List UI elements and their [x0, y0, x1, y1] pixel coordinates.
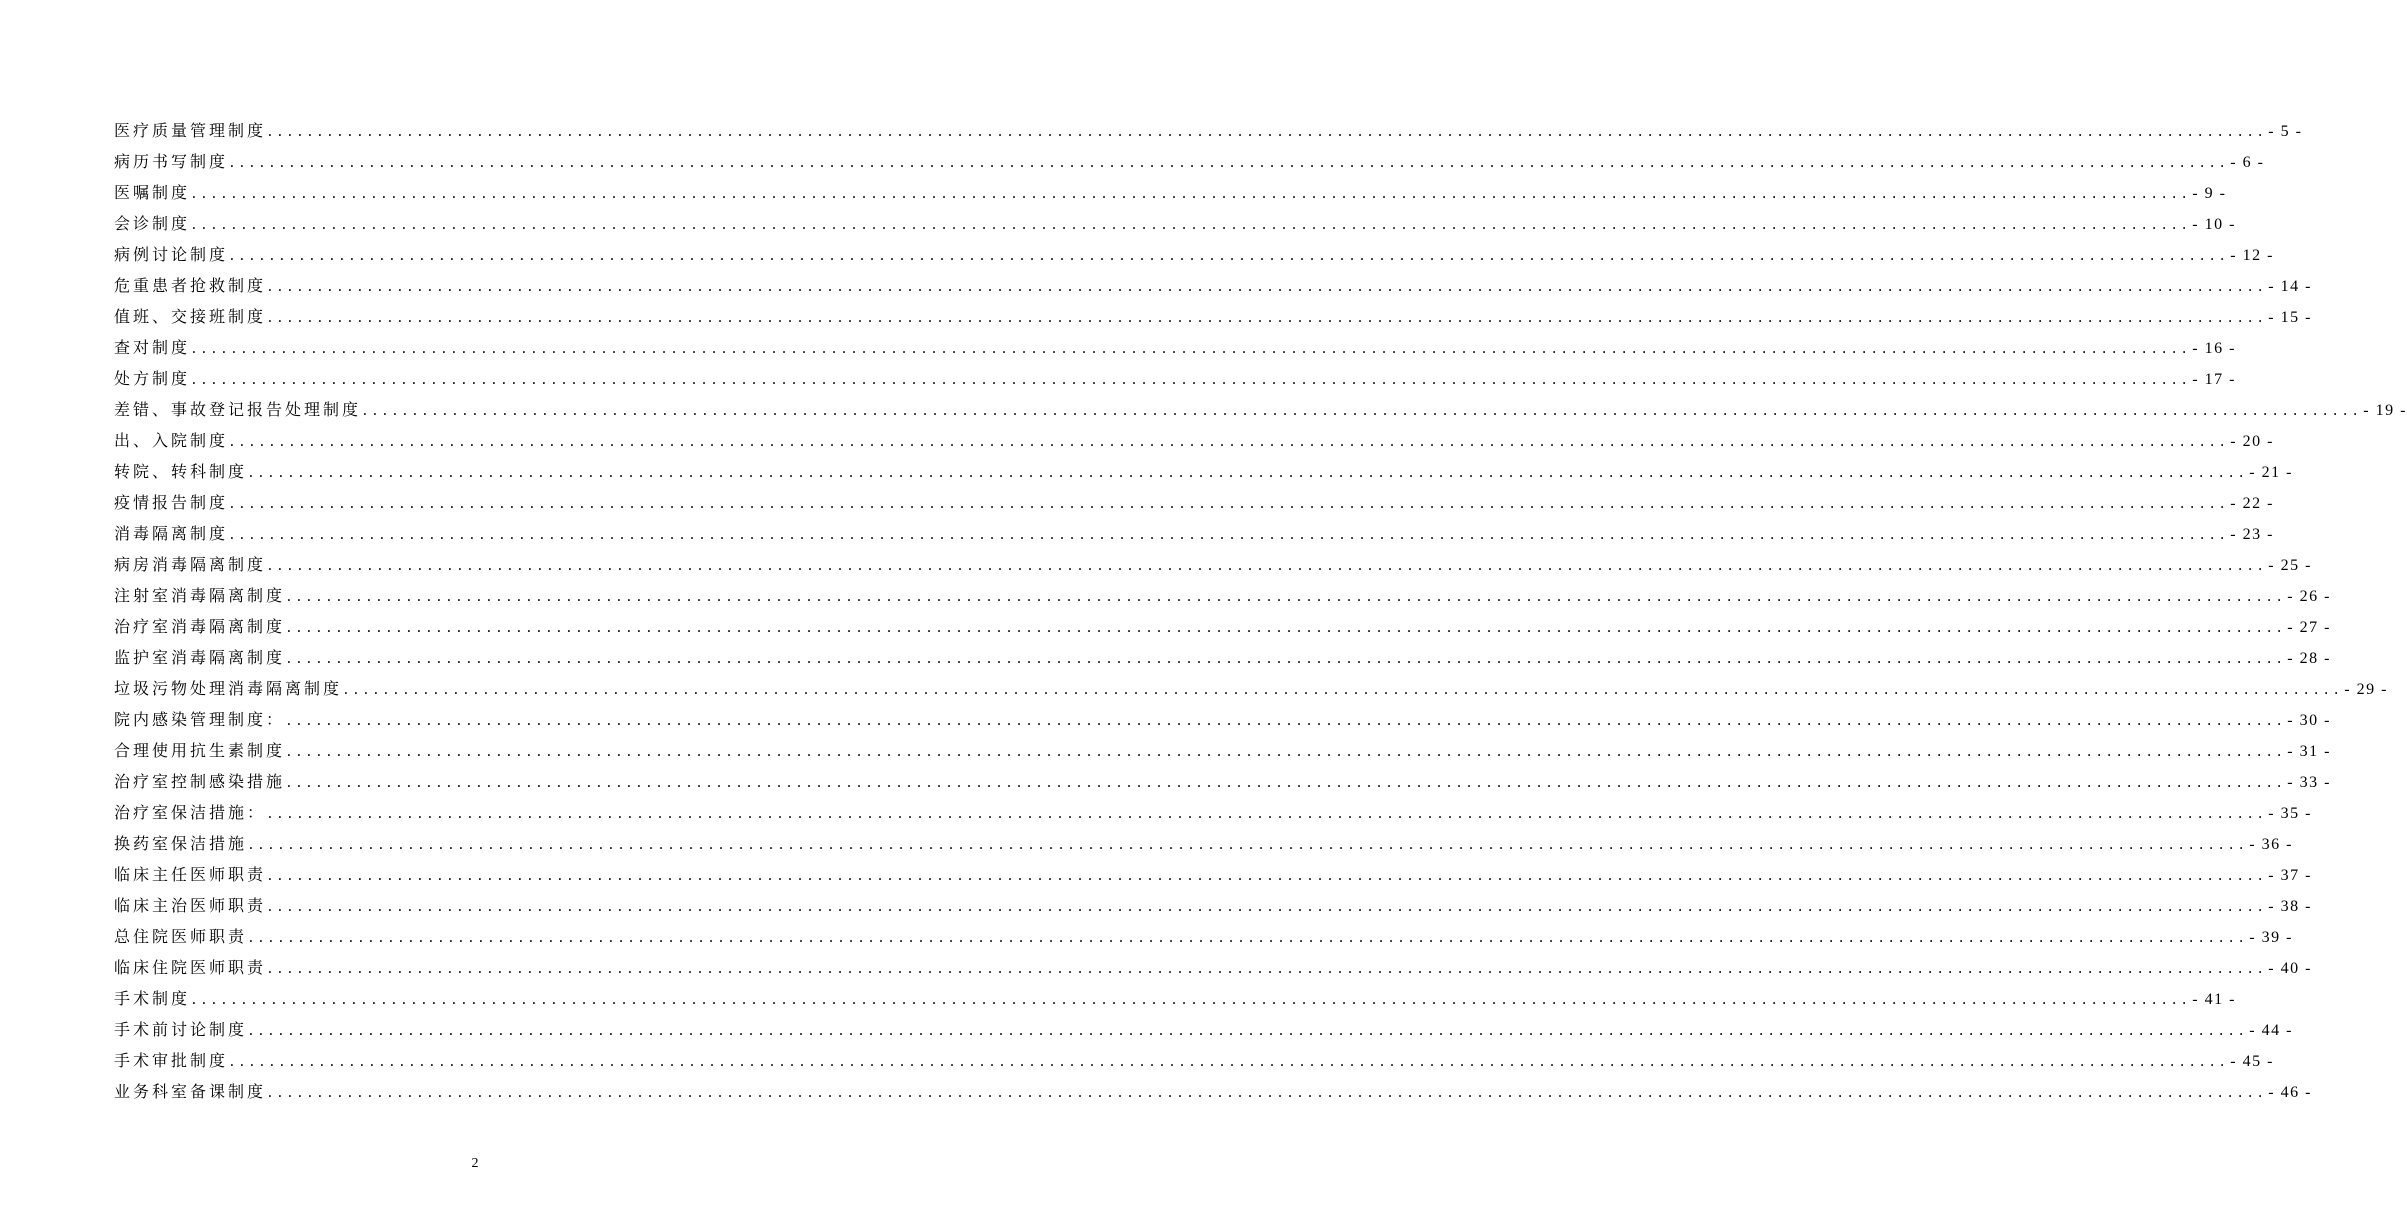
toc-dot-leader: ........................................................................................................................................................................................................ [190, 218, 2191, 233]
toc-entry[interactable] [114, 1014, 2293, 1045]
toc-entry-title: 治疗室控制感染措施 [114, 772, 286, 791]
toc-entry[interactable] [114, 952, 2312, 983]
toc-entry[interactable] [114, 146, 2265, 177]
toc-dot-leader: ........................................................................................................................................................................................................ [228, 249, 2229, 264]
toc-entry-page: - 25 - [2268, 557, 2312, 574]
toc-dot-leader: ........................................................................................................................................................................................................ [342, 683, 2343, 698]
toc-entry-page: - 22 - [2230, 495, 2274, 512]
toc-dot-leader: ........................................................................................................................................................................................................ [247, 466, 2248, 481]
toc-dot-leader: ........................................................................................................................................................................................................ [247, 838, 2248, 853]
toc-entry-page: - 33 - [2287, 774, 2331, 791]
toc-entry[interactable] [114, 611, 2331, 642]
toc-entry-page: - 20 - [2230, 433, 2274, 450]
toc-entry[interactable] [114, 1045, 2274, 1076]
toc-entry-page: - 17 - [2192, 371, 2236, 388]
toc-entry-title: 手术审批制度 [114, 1051, 229, 1070]
toc-entry[interactable] [114, 549, 2312, 580]
toc-entry[interactable] [114, 859, 2312, 890]
toc-dot-leader: ........................................................................................................................................................................................................ [247, 931, 2248, 946]
toc-entry-page: - 36 - [2249, 836, 2293, 853]
toc-entry[interactable] [114, 580, 2331, 611]
toc-dot-leader: ........................................................................................................................................................................................................ [228, 1055, 2229, 1070]
toc-entry-title: 手术制度 [114, 989, 191, 1008]
toc-entry-page: - 37 - [2268, 867, 2312, 884]
toc-entry-page: - 31 - [2287, 743, 2331, 760]
toc-dot-leader: ........................................................................................................................................................................................................ [266, 900, 2267, 915]
toc-dot-leader: ........................................................................................................................................................................................................ [266, 962, 2267, 977]
toc-entry-title: 注射室消毒隔离制度 [114, 586, 286, 605]
toc-entry-page: - 16 - [2192, 340, 2236, 357]
toc-entry-page: - 35 - [2268, 805, 2312, 822]
toc-entry[interactable] [114, 704, 2331, 735]
toc-entry[interactable] [114, 394, 2407, 425]
toc-entry-page: - 39 - [2249, 929, 2293, 946]
toc-entry-page: - 23 - [2230, 526, 2274, 543]
toc-entry[interactable] [114, 301, 2312, 332]
toc-entry-title: 治疗室保洁措施： [114, 803, 267, 822]
toc-entry-title: 临床住院医师职责 [114, 958, 267, 977]
toc-entry-title: 会诊制度 [114, 214, 191, 233]
toc-dot-leader: ........................................................................................................................................................................................................ [266, 311, 2267, 326]
toc-dot-leader: ........................................................................................................................................................................................................ [266, 807, 2267, 822]
toc-entry[interactable] [114, 363, 2236, 394]
toc-entry-title: 出、入院制度 [114, 431, 229, 450]
toc-dot-leader: ........................................................................................................................................................................................................ [228, 528, 2229, 543]
toc-entry-page: - 15 - [2268, 309, 2312, 326]
toc-entry-title: 消毒隔离制度 [114, 524, 229, 543]
toc-entry[interactable] [114, 208, 2236, 239]
toc-entry[interactable] [114, 642, 2331, 673]
toc-entry-title: 查对制度 [114, 338, 191, 357]
toc-entry-title: 合理使用抗生素制度 [114, 741, 286, 760]
toc-entry-title: 换药室保洁措施 [114, 834, 248, 853]
toc-entry-page: - 40 - [2268, 960, 2312, 977]
toc-dot-leader: ........................................................................................................................................................................................................ [228, 435, 2229, 450]
toc-entry-page: - 21 - [2249, 464, 2293, 481]
toc-entry-page: - 5 - [2268, 123, 2303, 140]
toc-dot-leader: ........................................................................................................................................................................................................ [190, 993, 2191, 1008]
toc-entry[interactable] [114, 828, 2293, 859]
toc-entry-page: - 29 - [2344, 681, 2388, 698]
toc-entry-page: - 44 - [2249, 1022, 2293, 1039]
toc-dot-leader: ........................................................................................................................................................................................................ [285, 745, 2286, 760]
toc-entry[interactable] [114, 425, 2274, 456]
toc-entry-title: 手术前讨论制度 [114, 1020, 248, 1039]
toc-dot-leader: ........................................................................................................................................................................................................ [228, 156, 2229, 171]
toc-entry-title: 治疗室消毒隔离制度 [114, 617, 286, 636]
toc-entry-title: 临床主任医师职责 [114, 865, 267, 884]
toc-entry-title: 垃圾污物处理消毒隔离制度 [114, 679, 343, 698]
toc-entry-page: - 46 - [2268, 1084, 2312, 1101]
toc-dot-leader: ........................................................................................................................................................................................................ [190, 342, 2191, 357]
toc-entry[interactable] [114, 456, 2293, 487]
toc-entry-title: 差错、事故登记报告处理制度 [114, 400, 362, 419]
page-number: 2 [471, 1156, 479, 1171]
toc-entry-page: - 28 - [2287, 650, 2331, 667]
toc-entry-page: - 10 - [2192, 216, 2236, 233]
toc-entry[interactable] [114, 797, 2312, 828]
toc-entry-title: 病例讨论制度 [114, 245, 229, 264]
toc-entry[interactable] [114, 921, 2293, 952]
toc-dot-leader: ........................................................................................................................................................................................................ [190, 373, 2191, 388]
toc-entry-page: - 12 - [2230, 247, 2274, 264]
toc-entry-page: - 14 - [2268, 278, 2312, 295]
toc-entry-title: 临床主治医师职责 [114, 896, 267, 915]
toc-dot-leader: ........................................................................................................................................................................................................ [285, 652, 2286, 667]
toc-entry[interactable] [114, 518, 2274, 549]
toc-entry[interactable] [114, 890, 2312, 921]
toc-entry-title: 处方制度 [114, 369, 191, 388]
toc-entry[interactable] [114, 673, 2388, 704]
toc-entry-page: - 45 - [2230, 1053, 2274, 1070]
toc-dot-leader: ........................................................................................................................................................................................................ [266, 280, 2267, 295]
toc-dot-leader: ........................................................................................................................................................................................................ [361, 404, 2362, 419]
toc-entry-page: - 27 - [2287, 619, 2331, 636]
toc-dot-leader: ........................................................................................................................................................................................................ [247, 1024, 2248, 1039]
toc-entry[interactable] [114, 735, 2331, 766]
toc-entry-page: - 9 - [2192, 185, 2227, 202]
toc-entry[interactable] [114, 239, 2274, 270]
toc-dot-leader: ........................................................................................................................................................................................................ [285, 621, 2286, 636]
toc-entry-title: 值班、交接班制度 [114, 307, 267, 326]
toc-entry[interactable] [114, 1076, 2312, 1107]
toc-entry-title: 危重患者抢救制度 [114, 276, 267, 295]
toc-entry-title: 医疗质量管理制度 [114, 121, 267, 140]
table-of-contents [114, 115, 2407, 1107]
toc-entry[interactable] [114, 487, 2274, 518]
toc-entry-title: 疫情报告制度 [114, 493, 229, 512]
toc-dot-leader: ........................................................................................................................................................................................................ [266, 559, 2267, 574]
toc-entry-page: - 41 - [2192, 991, 2236, 1008]
toc-entry-page: - 38 - [2268, 898, 2312, 915]
toc-entry-title: 业务科室备课制度 [114, 1082, 267, 1101]
toc-dot-leader: ........................................................................................................................................................................................................ [266, 125, 2267, 140]
toc-entry[interactable] [114, 332, 2236, 363]
toc-dot-leader: ........................................................................................................................................................................................................ [266, 869, 2267, 884]
toc-dot-leader: ........................................................................................................................................................................................................ [266, 1086, 2267, 1101]
toc-entry[interactable] [114, 766, 2331, 797]
toc-dot-leader: ........................................................................................................................................................................................................ [285, 590, 2286, 605]
toc-entry-title: 转院、转科制度 [114, 462, 248, 481]
toc-entry[interactable] [114, 177, 2227, 208]
toc-entry[interactable] [114, 983, 2236, 1014]
toc-entry-title: 监护室消毒隔离制度 [114, 648, 286, 667]
toc-entry-page: - 26 - [2287, 588, 2331, 605]
toc-entry-title: 总住院医师职责 [114, 927, 248, 946]
toc-entry-title: 病房消毒隔离制度 [114, 555, 267, 574]
toc-entry-page: - 19 - [2363, 402, 2407, 419]
toc-dot-leader: ........................................................................................................................................................................................................ [285, 714, 2286, 729]
toc-entry-page: - 30 - [2287, 712, 2331, 729]
toc-entry[interactable] [114, 115, 2303, 146]
toc-entry-title: 医嘱制度 [114, 183, 191, 202]
toc-entry[interactable] [114, 270, 2312, 301]
toc-dot-leader: ........................................................................................................................................................................................................ [228, 497, 2229, 512]
toc-dot-leader: ........................................................................................................................................................................................................ [285, 776, 2286, 791]
toc-entry-title: 院内感染管理制度： [114, 710, 286, 729]
toc-dot-leader: ........................................................................................................................................................................................................ [190, 187, 2191, 202]
toc-entry-title: 病历书写制度 [114, 152, 229, 171]
toc-entry-page: - 6 - [2230, 154, 2265, 171]
